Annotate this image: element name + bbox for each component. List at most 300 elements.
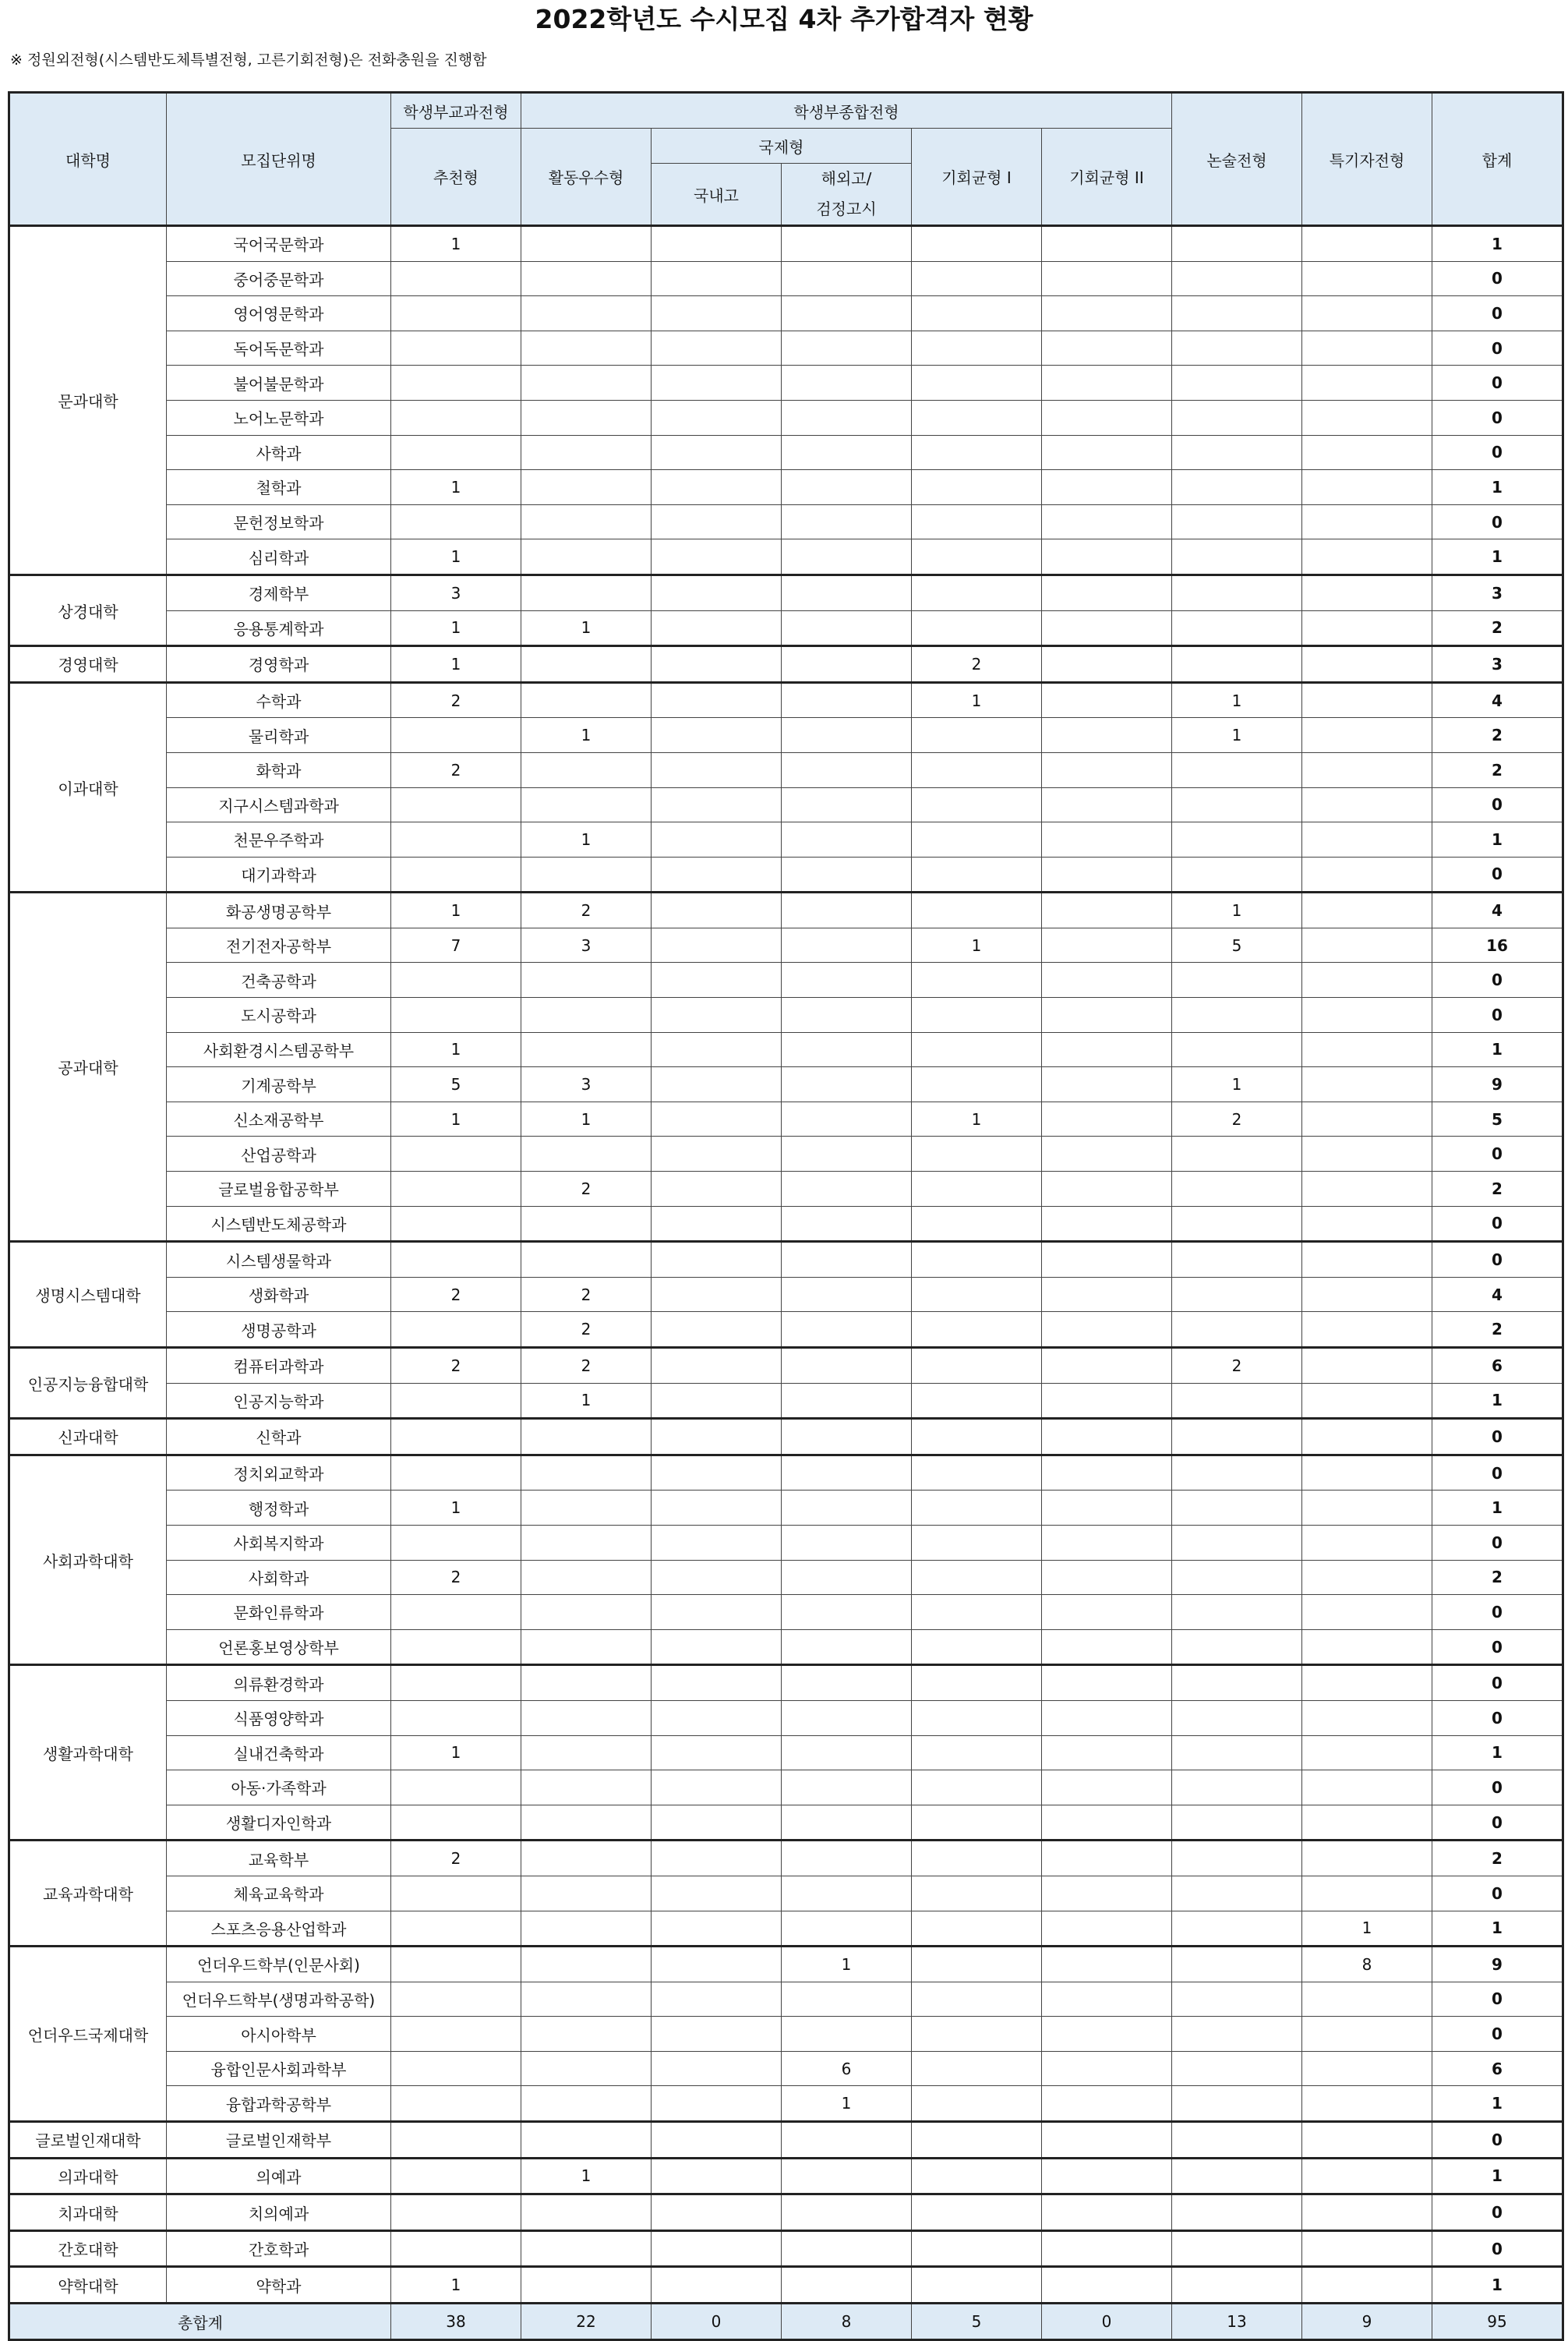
count-cell xyxy=(521,1419,652,1455)
count-cell xyxy=(912,2194,1042,2231)
row-total-cell: 0 xyxy=(1432,787,1563,822)
count-cell xyxy=(1302,1277,1432,1312)
count-cell xyxy=(1172,539,1302,575)
count-cell xyxy=(521,1735,652,1770)
count-cell xyxy=(1172,646,1302,683)
count-cell xyxy=(652,2122,782,2159)
row-total-cell: 0 xyxy=(1432,261,1563,296)
count-cell xyxy=(1172,1629,1302,1665)
count-cell xyxy=(652,1312,782,1348)
count-cell xyxy=(391,2086,521,2122)
count-cell: 3 xyxy=(391,575,521,610)
count-cell xyxy=(1302,610,1432,646)
count-cell xyxy=(912,1595,1042,1630)
dept-name-cell: 수학과 xyxy=(167,682,391,718)
count-cell xyxy=(391,1525,521,1560)
table-row xyxy=(9,1805,1563,1841)
table-row xyxy=(9,1348,1563,1384)
count-cell xyxy=(912,296,1042,331)
row-total-cell: 6 xyxy=(1432,1348,1563,1384)
count-cell xyxy=(1172,857,1302,893)
count-cell xyxy=(1172,1947,1302,1982)
count-cell xyxy=(782,787,912,822)
row-total-cell: 0 xyxy=(1432,1525,1563,1560)
count-cell xyxy=(1302,2122,1432,2159)
count-cell xyxy=(391,1700,521,1735)
count-cell xyxy=(782,610,912,646)
count-cell: 1 xyxy=(391,1735,521,1770)
count-cell xyxy=(652,1700,782,1735)
count-cell xyxy=(1042,435,1172,470)
count-cell xyxy=(521,226,652,262)
count-cell xyxy=(521,1700,652,1735)
count-cell xyxy=(912,963,1042,998)
row-total-cell: 0 xyxy=(1432,963,1563,998)
count-cell xyxy=(782,539,912,575)
count-cell: 1 xyxy=(391,1491,521,1526)
count-cell xyxy=(1302,752,1432,787)
count-cell xyxy=(912,2051,1042,2086)
count-cell: 1 xyxy=(391,470,521,505)
count-cell xyxy=(1172,2017,1302,2052)
count-cell xyxy=(521,682,652,718)
count-cell xyxy=(391,1137,521,1172)
count-cell xyxy=(1302,1560,1432,1595)
count-cell xyxy=(782,682,912,718)
count-cell: 8 xyxy=(1302,1947,1432,1982)
count-cell xyxy=(1302,1102,1432,1137)
count-cell: 2 xyxy=(521,893,652,928)
count-cell xyxy=(1172,1841,1302,1876)
count-cell xyxy=(782,928,912,963)
count-cell xyxy=(652,1491,782,1526)
count-cell: 6 xyxy=(782,2051,912,2086)
row-total-cell: 1 xyxy=(1432,226,1563,262)
count-cell xyxy=(1042,1982,1172,2017)
count-cell xyxy=(1042,928,1172,963)
count-cell xyxy=(391,2122,521,2159)
count-cell: 1 xyxy=(1172,718,1302,753)
count-cell xyxy=(1302,857,1432,893)
count-cell xyxy=(1302,1032,1432,1067)
table-row xyxy=(9,2230,1563,2267)
count-cell xyxy=(912,1911,1042,1947)
row-total-cell: 1 xyxy=(1432,2086,1563,2122)
table-row xyxy=(9,1137,1563,1172)
college-name-cell: 교육과학대학 xyxy=(9,1841,167,1947)
count-cell xyxy=(912,1560,1042,1595)
count-cell xyxy=(782,1172,912,1207)
count-cell xyxy=(1172,1735,1302,1770)
table-row xyxy=(9,226,1563,262)
count-cell: 3 xyxy=(521,928,652,963)
row-total-cell: 0 xyxy=(1432,1137,1563,1172)
count-cell xyxy=(652,575,782,610)
count-cell xyxy=(521,2051,652,2086)
count-cell xyxy=(652,2158,782,2194)
college-name-cell: 상경대학 xyxy=(9,575,167,645)
grand-total-label: 총합계 xyxy=(9,2304,391,2340)
count-cell xyxy=(391,1947,521,1982)
count-cell xyxy=(1172,1911,1302,1947)
count-cell xyxy=(1302,1383,1432,1419)
row-total-cell: 0 xyxy=(1432,1770,1563,1805)
count-cell xyxy=(1172,1172,1302,1207)
count-cell: 2 xyxy=(1172,1102,1302,1137)
grand-total-cell: 95 xyxy=(1432,2304,1563,2340)
count-cell xyxy=(782,2158,912,2194)
row-total-cell: 2 xyxy=(1432,1172,1563,1207)
count-cell xyxy=(1042,1629,1172,1665)
count-cell xyxy=(1042,575,1172,610)
count-cell xyxy=(1172,331,1302,366)
admission-results-table xyxy=(8,91,1564,2341)
count-cell xyxy=(521,963,652,998)
count-cell xyxy=(1042,1735,1172,1770)
count-cell xyxy=(521,1876,652,1911)
count-cell xyxy=(782,1700,912,1735)
count-cell xyxy=(391,366,521,401)
count-cell xyxy=(1042,1665,1172,1701)
table-row xyxy=(9,646,1563,683)
count-cell xyxy=(391,2051,521,2086)
count-cell xyxy=(521,646,652,683)
count-cell xyxy=(521,435,652,470)
count-cell xyxy=(1172,1595,1302,1630)
dept-name-cell: 문헌정보학과 xyxy=(167,504,391,539)
dept-name-cell: 철학과 xyxy=(167,470,391,505)
row-total-cell: 0 xyxy=(1432,1419,1563,1455)
count-cell xyxy=(652,2051,782,2086)
count-cell xyxy=(1302,2086,1432,2122)
row-total-cell: 6 xyxy=(1432,2051,1563,2086)
count-cell xyxy=(1042,718,1172,753)
count-cell xyxy=(912,822,1042,858)
count-cell xyxy=(912,1383,1042,1419)
count-cell xyxy=(1302,1876,1432,1911)
count-cell xyxy=(782,1735,912,1770)
count-cell xyxy=(1302,1595,1432,1630)
count-cell xyxy=(912,575,1042,610)
count-cell xyxy=(782,963,912,998)
count-cell xyxy=(652,504,782,539)
count-cell: 2 xyxy=(391,1348,521,1384)
header-nonsul: 논술전형 xyxy=(1172,93,1302,226)
count-cell xyxy=(652,1560,782,1595)
count-cell xyxy=(652,2230,782,2267)
count-cell xyxy=(912,1665,1042,1701)
count-cell xyxy=(652,1102,782,1137)
count-cell xyxy=(782,1841,912,1876)
dept-name-cell: 약학과 xyxy=(167,2267,391,2304)
row-total-cell: 0 xyxy=(1432,1805,1563,1841)
count-cell xyxy=(912,1067,1042,1102)
count-cell xyxy=(1042,682,1172,718)
count-cell xyxy=(782,1455,912,1491)
count-cell xyxy=(652,610,782,646)
count-cell xyxy=(912,787,1042,822)
table-row xyxy=(9,366,1563,401)
count-cell xyxy=(1042,1137,1172,1172)
dept-name-cell: 생화학과 xyxy=(167,1277,391,1312)
count-cell xyxy=(1042,504,1172,539)
grand-total-cell: 9 xyxy=(1302,2304,1432,2340)
table-row xyxy=(9,893,1563,928)
row-total-cell: 0 xyxy=(1432,998,1563,1033)
count-cell xyxy=(1042,1383,1172,1419)
count-cell xyxy=(1042,296,1172,331)
count-cell xyxy=(782,504,912,539)
table-row xyxy=(9,1242,1563,1278)
dept-name-cell: 사회학과 xyxy=(167,1560,391,1595)
header-chucheon: 추천형 xyxy=(391,129,521,226)
dept-name-cell: 지구시스템과학과 xyxy=(167,787,391,822)
row-total-cell: 3 xyxy=(1432,646,1563,683)
count-cell xyxy=(1302,1172,1432,1207)
count-cell xyxy=(1042,1560,1172,1595)
count-cell xyxy=(652,822,782,858)
count-cell: 1 xyxy=(391,226,521,262)
table-row xyxy=(9,610,1563,646)
count-cell xyxy=(1042,610,1172,646)
count-cell xyxy=(391,2230,521,2267)
table-row xyxy=(9,1277,1563,1312)
table-row xyxy=(9,1595,1563,1630)
row-total-cell: 1 xyxy=(1432,1735,1563,1770)
count-cell xyxy=(1172,1982,1302,2017)
count-cell: 2 xyxy=(391,752,521,787)
count-cell xyxy=(1172,575,1302,610)
table-row xyxy=(9,718,1563,753)
count-cell xyxy=(782,1032,912,1067)
count-cell xyxy=(782,2267,912,2304)
dept-name-cell: 응용통계학과 xyxy=(167,610,391,646)
count-cell xyxy=(652,1595,782,1630)
count-cell xyxy=(652,435,782,470)
count-cell xyxy=(1042,646,1172,683)
count-cell xyxy=(391,1876,521,1911)
count-cell xyxy=(1172,1805,1302,1841)
count-cell xyxy=(1042,1876,1172,1911)
dept-name-cell: 융합과학공학부 xyxy=(167,2086,391,2122)
count-cell xyxy=(652,718,782,753)
count-cell: 1 xyxy=(782,2086,912,2122)
count-cell xyxy=(652,400,782,435)
count-cell: 1 xyxy=(521,1102,652,1137)
count-cell xyxy=(1302,1525,1432,1560)
row-total-cell: 0 xyxy=(1432,331,1563,366)
count-cell xyxy=(1302,400,1432,435)
table-row xyxy=(9,1172,1563,1207)
count-cell xyxy=(391,1982,521,2017)
count-cell xyxy=(521,331,652,366)
count-cell: 1 xyxy=(391,646,521,683)
count-cell xyxy=(521,575,652,610)
count-cell xyxy=(652,1911,782,1947)
count-cell xyxy=(1042,752,1172,787)
table-row xyxy=(9,539,1563,575)
count-cell xyxy=(1172,1242,1302,1278)
count-cell xyxy=(1172,2051,1302,2086)
count-cell: 5 xyxy=(391,1067,521,1102)
count-cell xyxy=(652,226,782,262)
count-cell xyxy=(782,575,912,610)
count-cell xyxy=(782,1665,912,1701)
count-cell xyxy=(782,1982,912,2017)
count-cell xyxy=(912,1841,1042,1876)
college-name-cell: 글로벌인재대학 xyxy=(9,2122,167,2159)
count-cell xyxy=(391,787,521,822)
count-cell xyxy=(391,1419,521,1455)
count-cell xyxy=(1302,470,1432,505)
count-cell xyxy=(1042,1525,1172,1560)
count-cell xyxy=(1172,261,1302,296)
count-cell xyxy=(652,646,782,683)
dept-name-cell: 화공생명공학부 xyxy=(167,893,391,928)
count-cell xyxy=(912,998,1042,1033)
count-cell xyxy=(782,2194,912,2231)
count-cell xyxy=(521,1242,652,1278)
row-total-cell: 1 xyxy=(1432,470,1563,505)
count-cell xyxy=(782,1911,912,1947)
table-row xyxy=(9,752,1563,787)
count-cell xyxy=(391,2017,521,2052)
table-row xyxy=(9,682,1563,718)
count-cell xyxy=(1302,1242,1432,1278)
count-cell xyxy=(912,1277,1042,1312)
count-cell xyxy=(912,610,1042,646)
dept-name-cell: 생명공학과 xyxy=(167,1312,391,1348)
count-cell: 1 xyxy=(391,2267,521,2304)
table-row xyxy=(9,435,1563,470)
table-row xyxy=(9,822,1563,858)
count-cell xyxy=(1042,787,1172,822)
header-college: 대학명 xyxy=(9,93,167,226)
count-cell xyxy=(521,296,652,331)
count-cell xyxy=(1172,752,1302,787)
count-cell xyxy=(521,470,652,505)
count-cell: 2 xyxy=(521,1172,652,1207)
count-cell xyxy=(521,1982,652,2017)
count-cell xyxy=(1042,1805,1172,1841)
count-cell xyxy=(521,1491,652,1526)
count-cell xyxy=(521,1032,652,1067)
count-cell xyxy=(782,2122,912,2159)
header-dept: 모집단위명 xyxy=(167,93,391,226)
count-cell xyxy=(391,822,521,858)
dept-name-cell: 의류환경학과 xyxy=(167,1665,391,1701)
dept-name-cell: 문화인류학과 xyxy=(167,1595,391,1630)
count-cell xyxy=(1172,1277,1302,1312)
count-cell xyxy=(912,331,1042,366)
table-row xyxy=(9,1206,1563,1242)
count-cell: 2 xyxy=(391,1560,521,1595)
row-total-cell: 1 xyxy=(1432,539,1563,575)
count-cell: 1 xyxy=(391,1032,521,1067)
table-row xyxy=(9,2051,1563,2086)
table-row xyxy=(9,400,1563,435)
count-cell xyxy=(1302,1419,1432,1455)
count-cell xyxy=(1172,1525,1302,1560)
header-haeoego xyxy=(782,164,912,226)
college-name-cell: 문과대학 xyxy=(9,226,167,575)
count-cell xyxy=(782,857,912,893)
count-cell xyxy=(1302,787,1432,822)
grand-total-cell: 13 xyxy=(1172,2304,1302,2340)
row-total-cell: 4 xyxy=(1432,893,1563,928)
count-cell xyxy=(1042,2122,1172,2159)
count-cell xyxy=(1172,400,1302,435)
header-gihoe1: 기회균형 I xyxy=(912,129,1042,226)
header-haeoego-line2: 검정고시 xyxy=(816,200,877,218)
dept-name-cell: 영어영문학과 xyxy=(167,296,391,331)
count-cell xyxy=(652,1982,782,2017)
count-cell xyxy=(652,1735,782,1770)
row-total-cell: 0 xyxy=(1432,1665,1563,1701)
table-row xyxy=(9,2086,1563,2122)
dept-name-cell: 글로벌인재학부 xyxy=(167,2122,391,2159)
count-cell xyxy=(652,2086,782,2122)
count-cell xyxy=(1042,366,1172,401)
dept-name-cell: 체육교육학과 xyxy=(167,1876,391,1911)
count-cell xyxy=(1172,998,1302,1033)
table-row xyxy=(9,1735,1563,1770)
dept-name-cell: 컴퓨터과학과 xyxy=(167,1348,391,1384)
count-cell xyxy=(652,1665,782,1701)
count-cell xyxy=(1302,928,1432,963)
college-name-cell: 생활과학대학 xyxy=(9,1665,167,1841)
grand-total-cell: 0 xyxy=(652,2304,782,2340)
count-cell xyxy=(1302,963,1432,998)
count-cell xyxy=(1302,1348,1432,1384)
table-row xyxy=(9,1911,1563,1947)
header-haeoego-line1: 해외고/ xyxy=(821,169,872,188)
count-cell xyxy=(1042,1277,1172,1312)
count-cell xyxy=(1172,1876,1302,1911)
table-row xyxy=(9,857,1563,893)
count-cell xyxy=(912,1770,1042,1805)
table-row xyxy=(9,928,1563,963)
count-cell: 1 xyxy=(521,610,652,646)
table-row xyxy=(9,2267,1563,2304)
table-row xyxy=(9,296,1563,331)
count-cell xyxy=(521,1665,652,1701)
row-total-cell: 0 xyxy=(1432,1455,1563,1491)
count-cell xyxy=(782,1312,912,1348)
table-row xyxy=(9,963,1563,998)
college-name-cell: 의과대학 xyxy=(9,2158,167,2194)
count-cell xyxy=(1042,893,1172,928)
college-name-cell: 간호대학 xyxy=(9,2230,167,2267)
dept-name-cell: 언론홍보영상학부 xyxy=(167,1629,391,1665)
count-cell xyxy=(1302,1137,1432,1172)
count-cell xyxy=(782,1137,912,1172)
grand-total-cell: 22 xyxy=(521,2304,652,2340)
count-cell xyxy=(912,366,1042,401)
row-total-cell: 2 xyxy=(1432,1560,1563,1595)
count-cell: 2 xyxy=(391,682,521,718)
count-cell: 1 xyxy=(912,1102,1042,1137)
count-cell xyxy=(1302,646,1432,683)
count-cell: 2 xyxy=(1172,1348,1302,1384)
grand-total-cell: 5 xyxy=(912,2304,1042,2340)
dept-name-cell: 노어노문학과 xyxy=(167,400,391,435)
count-cell xyxy=(652,1841,782,1876)
count-cell xyxy=(1172,787,1302,822)
count-cell xyxy=(391,718,521,753)
count-cell: 1 xyxy=(782,1947,912,1982)
count-cell xyxy=(782,470,912,505)
